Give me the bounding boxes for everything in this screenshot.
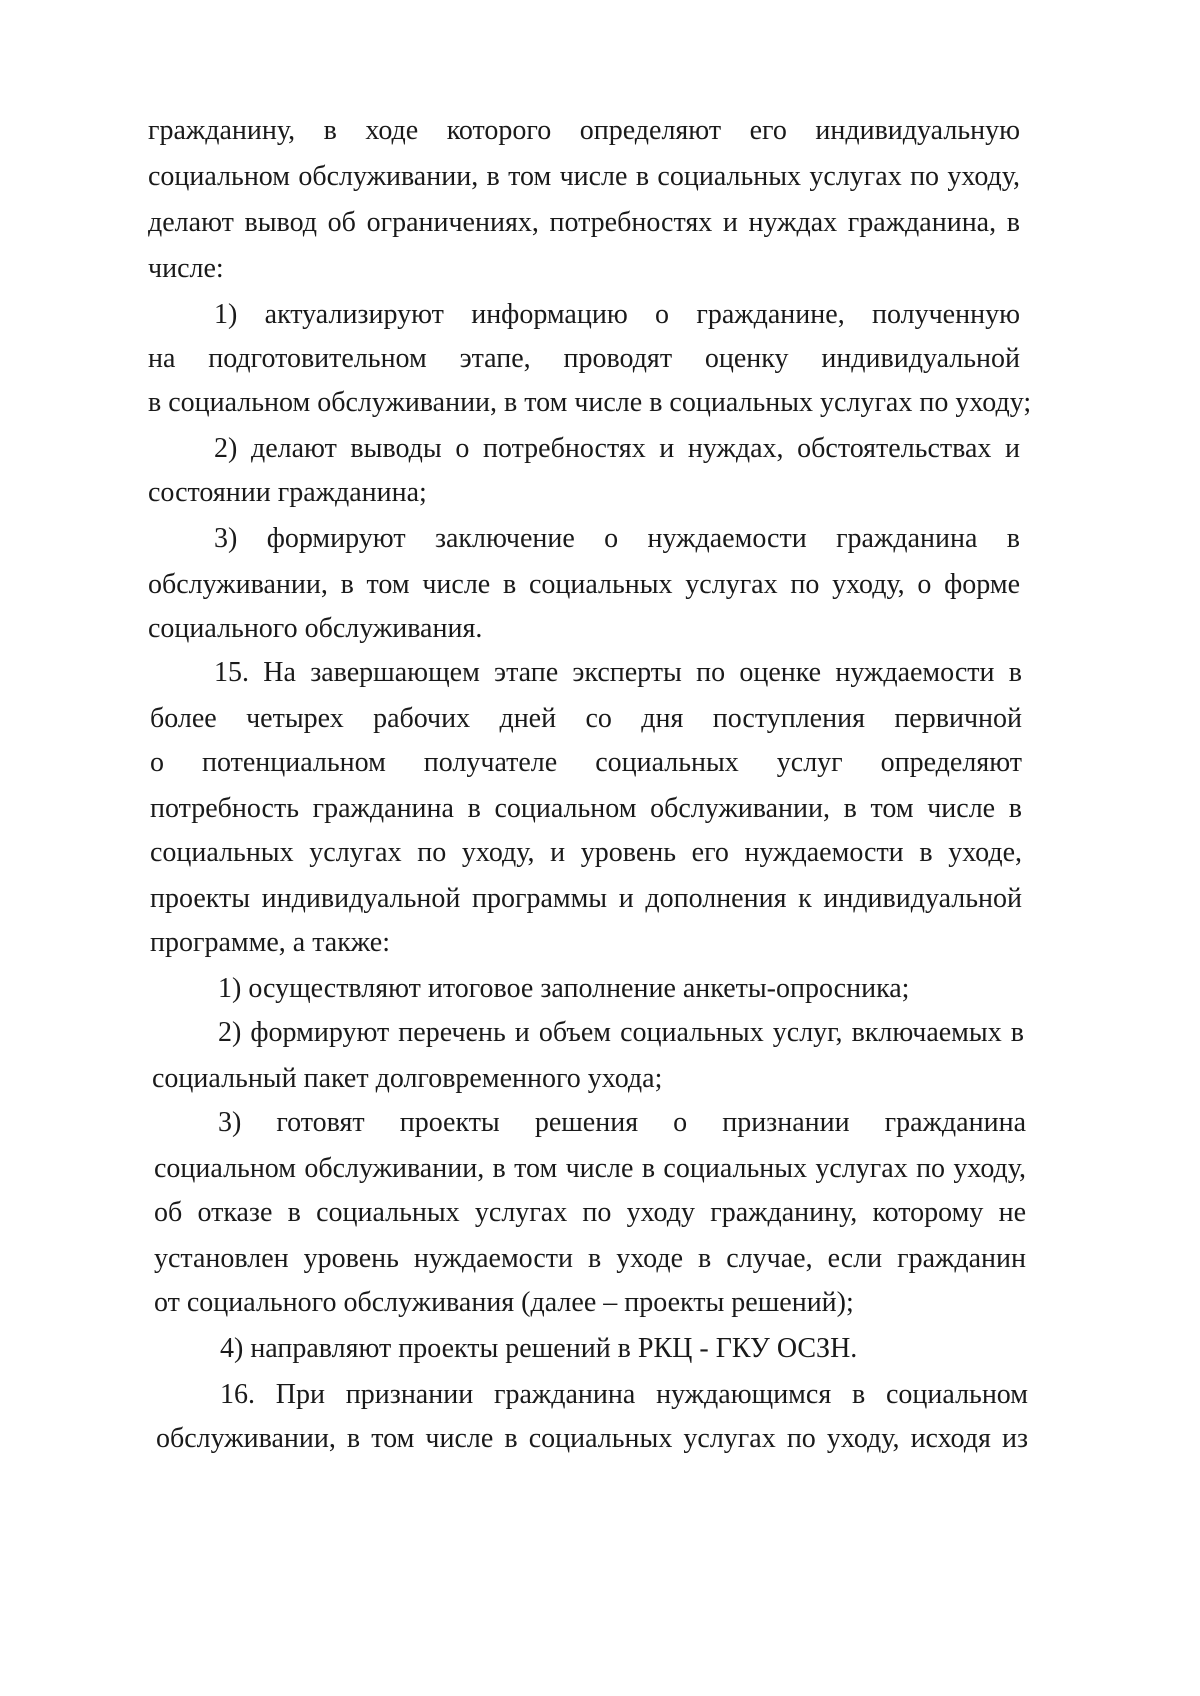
text-line: социальном обслуживании, в том числе в социальных услугах по уходу,	[154, 1153, 1026, 1184]
text-line: проекты индивидуальной программы и дополнения к индивидуальной	[150, 883, 1022, 914]
text-line: 2) формируют перечень и объем социальных услуг, включаемых в	[218, 1017, 1024, 1048]
text-line: обслуживании, в том числе в социальных услугах по уходу, о форме	[148, 569, 1020, 600]
text-line: 16. При признании гражданина нуждающимся в социальном	[220, 1379, 1028, 1410]
text-line: делают вывод об ограничениях, потребностях и нуждах гражданина, в	[148, 207, 1020, 238]
text-line: гражданину, в ходе которого определяют его индивидуальную	[148, 115, 1020, 146]
text-line: социальном обслуживании, в том числе в социальных услугах по уходу,	[148, 161, 1020, 192]
text-line: 3) формируют заключение о нуждаемости гражданина в	[214, 523, 1020, 554]
text-line: потребность гражданина в социальном обслуживании, в том числе в	[150, 793, 1022, 824]
text-line: 15. На завершающем этапе эксперты по оценке нуждаемости в	[214, 657, 1022, 688]
text-line: обслуживании, в том числе в социальных услугах по уходу, исходя из	[156, 1423, 1028, 1454]
text-line: от социального обслуживания (далее – проекты решений);	[154, 1287, 854, 1318]
text-line: 3) готовят проекты решения о признании гражданина	[218, 1107, 1026, 1138]
text-line: о потенциальном получателе социальных услуг определяют	[150, 747, 1022, 778]
text-line: на подготовительном этапе, проводят оценку индивидуальной	[148, 343, 1020, 374]
text-line: в социальном обслуживании, в том числе в социальных услугах по уходу;	[148, 387, 1032, 418]
text-line: установлен уровень нуждаемости в уходе в случае, если гражданин	[154, 1243, 1026, 1274]
text-line: состоянии гражданина;	[148, 477, 427, 508]
text-line: более четырех рабочих дней со дня поступления первичной	[150, 703, 1022, 734]
text-line: программе, а также:	[150, 927, 390, 958]
text-line: числе:	[148, 253, 224, 284]
text-line: социальных услугах по уходу, и уровень его нуждаемости в уходе,	[150, 837, 1022, 868]
text-line: об отказе в социальных услугах по уходу гражданину, которому не	[154, 1197, 1026, 1228]
text-line: 1) актуализируют информацию о гражданине, полученную	[214, 299, 1020, 330]
text-line: 2) делают выводы о потребностях и нуждах, обстоятельствах и	[214, 433, 1020, 464]
text-line: социальный пакет долговременного ухода;	[152, 1063, 663, 1094]
text-line: 4) направляют проекты решений в РКЦ - ГКУ ОСЗН.	[220, 1333, 858, 1364]
text-line: 1) осуществляют итоговое заполнение анкеты-опросника;	[218, 973, 910, 1004]
text-line: социального обслуживания.	[148, 613, 483, 644]
